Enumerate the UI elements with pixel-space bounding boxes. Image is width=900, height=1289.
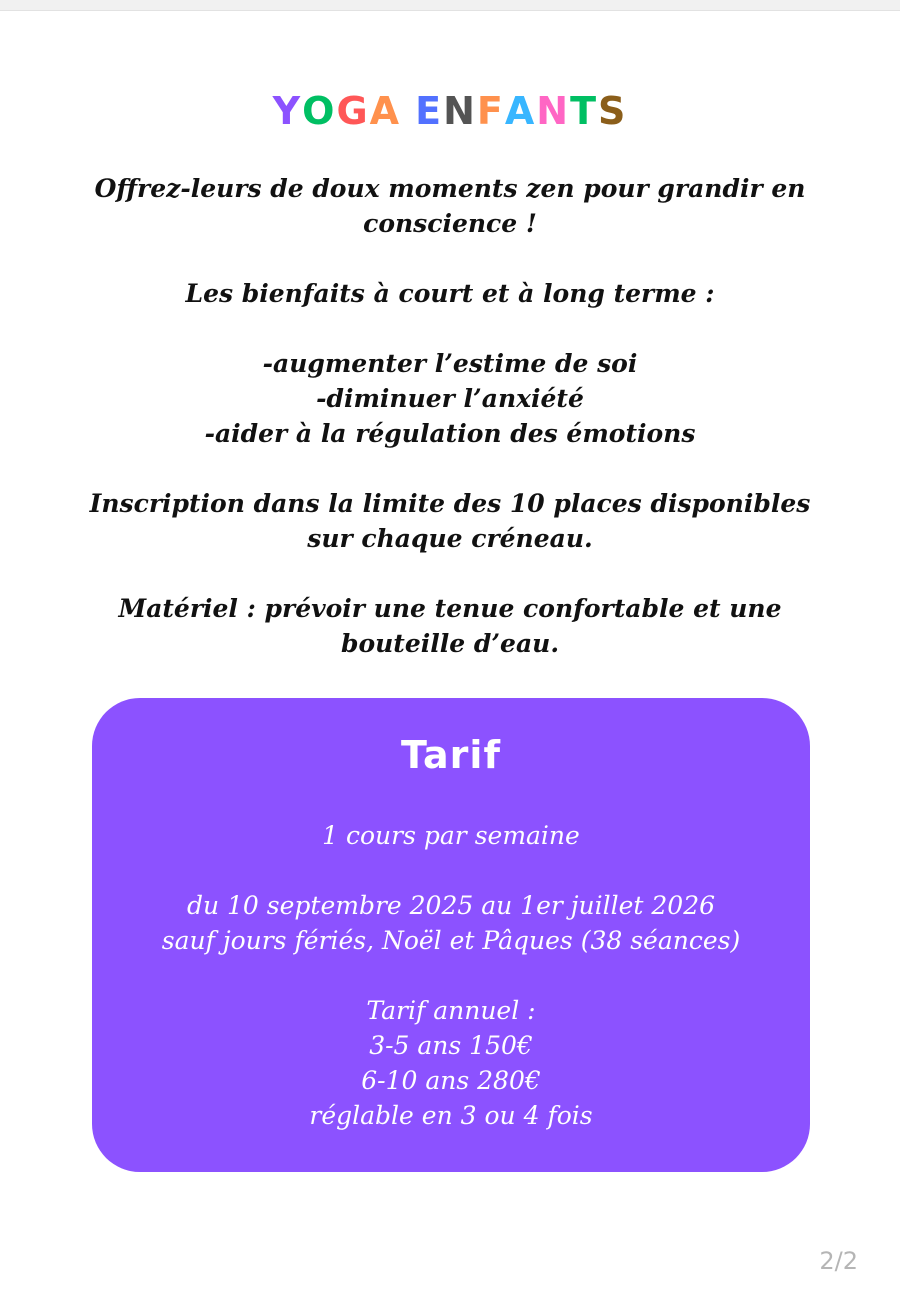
benefit-item: -augmenter l’estime de soi bbox=[262, 349, 638, 378]
tarif-box bbox=[92, 698, 810, 1172]
tarif-dates: du 10 septembre 2025 au 1er juillet 2026 bbox=[186, 891, 716, 920]
inscription-line: sur chaque créneau. bbox=[307, 524, 593, 553]
intro-line: Offrez-leurs de doux moments zen pour grandir en bbox=[94, 174, 806, 203]
intro-line: conscience ! bbox=[363, 209, 537, 238]
benefit-item: -diminuer l’anxiété bbox=[316, 384, 584, 413]
title-letter: O bbox=[302, 89, 337, 133]
tarif-title: Tarif bbox=[401, 733, 501, 777]
title-letter bbox=[401, 89, 415, 133]
title-letter: N bbox=[443, 89, 477, 133]
title-letter: G bbox=[336, 89, 370, 133]
document-page bbox=[0, 11, 900, 1289]
tarif-price: 3-5 ans 150€ bbox=[369, 1031, 533, 1060]
page-number: 2/2 bbox=[819, 1247, 858, 1275]
tarif-annual-heading: Tarif annuel : bbox=[366, 996, 536, 1025]
title-letter: A bbox=[504, 89, 537, 133]
title-letter: A bbox=[369, 89, 402, 133]
viewer-top-bar bbox=[0, 0, 900, 11]
title-letter: Y bbox=[272, 89, 303, 133]
title-letter: F bbox=[476, 89, 505, 133]
title-letter: N bbox=[536, 89, 571, 133]
benefits-heading: Les bienfaits à court et à long terme : bbox=[185, 279, 715, 308]
page-title bbox=[0, 89, 900, 133]
title-letter: S bbox=[598, 89, 628, 133]
title-letter: T bbox=[570, 89, 598, 133]
tarif-details bbox=[102, 818, 800, 1133]
title-letter: E bbox=[415, 89, 444, 133]
tarif-payment: réglable en 3 ou 4 fois bbox=[309, 1101, 593, 1130]
tarif-frequency: 1 cours par semaine bbox=[322, 821, 580, 850]
tarif-dates: sauf jours fériés, Noël et Pâques (38 séances) bbox=[161, 926, 741, 955]
inscription-line: Inscription dans la limite des 10 places disponibles bbox=[89, 489, 811, 518]
intro-section bbox=[60, 171, 840, 661]
tarif-price: 6-10 ans 280€ bbox=[361, 1066, 541, 1095]
materiel-line: bouteille d’eau. bbox=[340, 629, 560, 658]
benefit-item: -aider à la régulation des émotions bbox=[204, 419, 696, 448]
materiel-line: Matériel : prévoir une tenue confortable et une bbox=[118, 594, 782, 623]
